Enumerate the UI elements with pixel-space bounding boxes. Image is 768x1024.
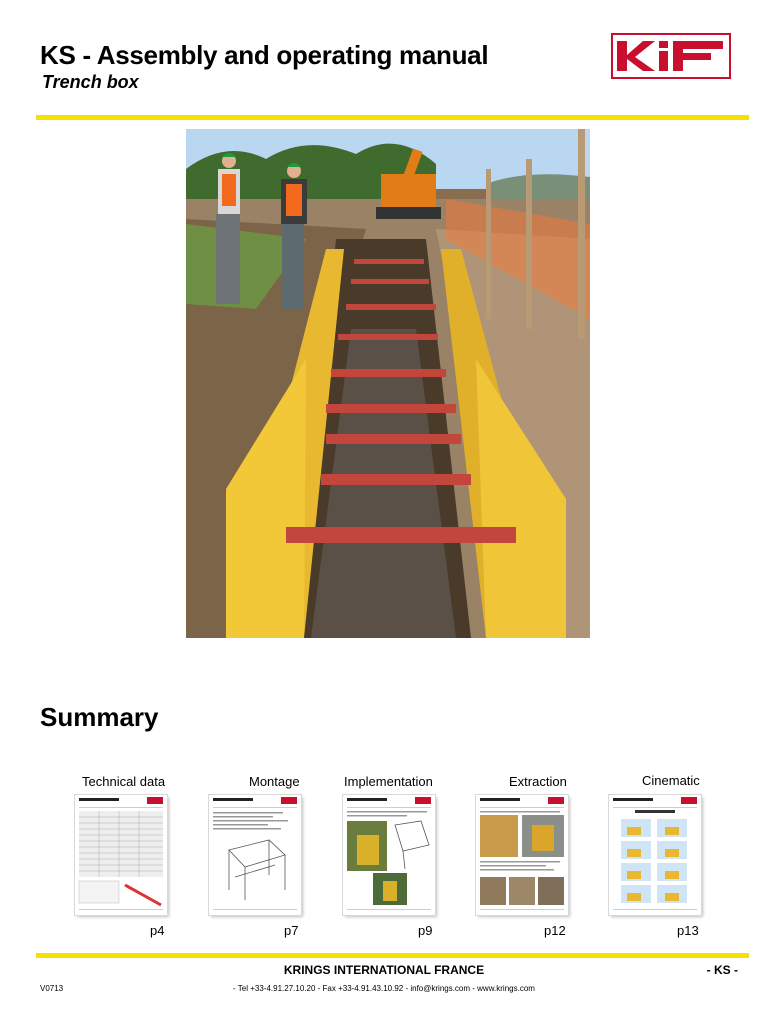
trench-box-photo bbox=[186, 129, 590, 638]
thumbnail-extraction[interactable] bbox=[476, 795, 568, 915]
summary-page-montage[interactable]: p7 bbox=[284, 923, 299, 938]
footer-version: V0713 bbox=[40, 984, 64, 993]
thumbnail-cinematic[interactable] bbox=[609, 795, 701, 915]
summary-heading: Summary bbox=[40, 702, 159, 732]
kif-logo-icon bbox=[613, 35, 729, 77]
summary-label-technical-data: Technical data bbox=[82, 774, 166, 789]
summary-label-extraction: Extraction bbox=[509, 774, 567, 789]
thumbnail-montage[interactable] bbox=[209, 795, 301, 915]
summary-page-technical-data[interactable]: p4 bbox=[150, 923, 165, 938]
summary-label-implementation: Implementation bbox=[344, 774, 433, 789]
summary-page-extraction[interactable]: p12 bbox=[544, 923, 566, 938]
thumbnail-technical-data[interactable] bbox=[75, 795, 167, 915]
footer-divider bbox=[36, 953, 749, 958]
document-subtitle: Trench box bbox=[42, 72, 139, 92]
summary-page-cinematic[interactable]: p13 bbox=[677, 923, 699, 938]
thumbnail-implementation[interactable] bbox=[343, 795, 435, 915]
footer-page-marker: - KS - bbox=[706, 963, 738, 977]
kif-logo bbox=[611, 33, 731, 79]
document-title: KS - Assembly and operating manual bbox=[40, 40, 489, 70]
summary-page-implementation[interactable]: p9 bbox=[418, 923, 433, 938]
summary-label-montage: Montage bbox=[249, 774, 300, 789]
header-divider bbox=[36, 115, 749, 120]
footer-contact: - Tel +33-4.91.27.10.20 - Fax +33-4.91.43.10.92 - info@krings.com - www.krings.com bbox=[233, 984, 535, 993]
footer-company: KRINGS INTERNATIONAL FRANCE bbox=[283, 963, 485, 977]
summary-label-cinematic: Cinematic bbox=[642, 773, 700, 788]
